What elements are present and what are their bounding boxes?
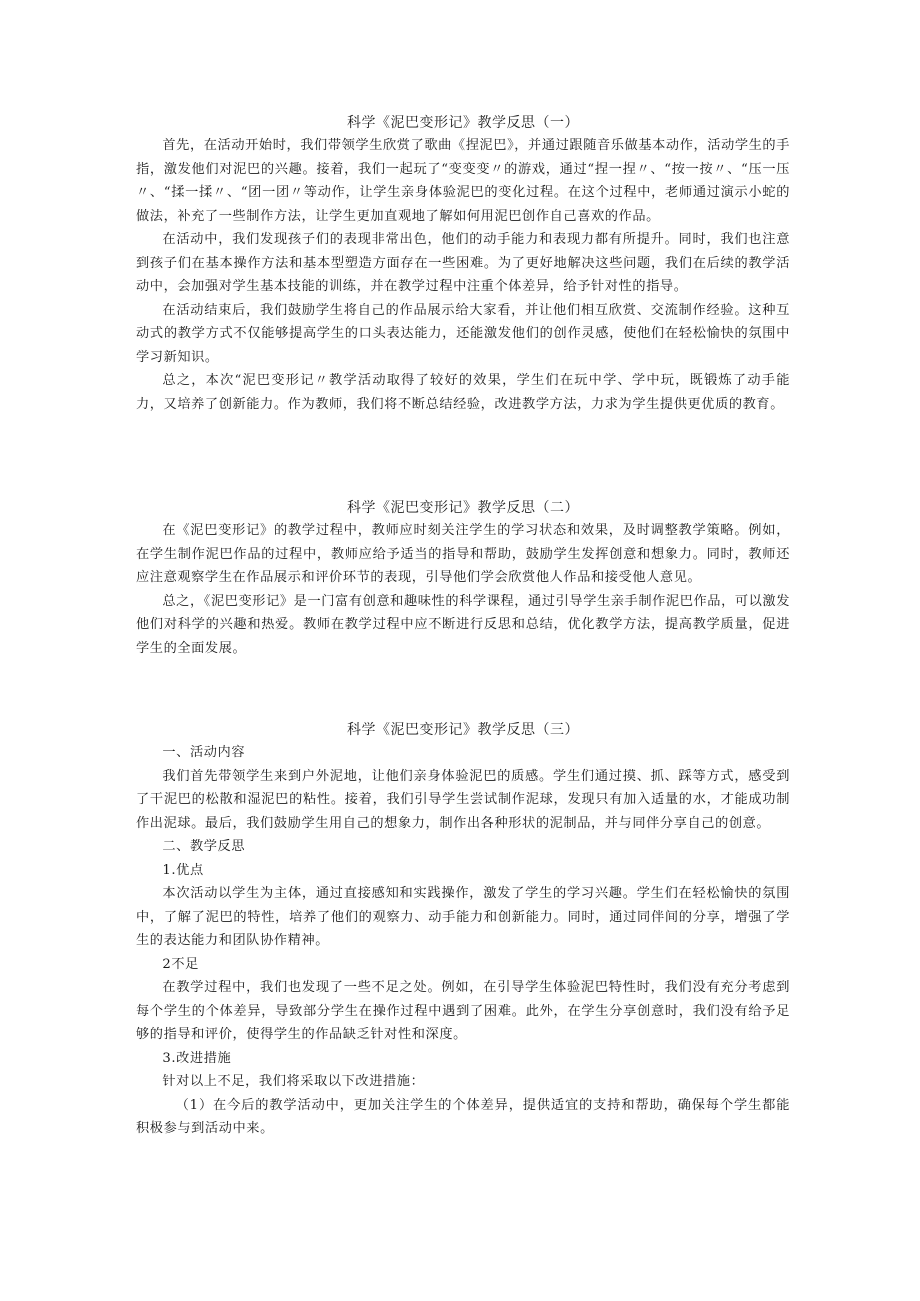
subheading-improvements: 3.改进措施 (162, 1050, 232, 1066)
reflection-section-1 (136, 112, 790, 416)
paragraph: 我们首先带领学生来到户外泥地，让他们亲身体验泥巴的质感。学生们通过摸、抓、踩等方式，感受到了干泥巴的松散和湿泥巴的粘性。接着，我们引导学生尝试制作泥球，发现只有加入适量的水，才能成功制作出泥球。最后，我们鼓励学生用自己的想象力，制作出各种形状的泥制品，并与同伴分享自己的创意。 (136, 768, 790, 831)
paragraph: 在《泥巴变形记》的教学过程中，教师应时刻关注学生的学习状态和效果，及时调整教学策略。例如，在学生制作泥巴作品的过程中，教师应给予适当的指导和帮助，鼓励学生发挥创意和想象力。同时，教师还应注意观察学生在作品展示和评价环节的表现，引导他们学会欣赏他人作品和接受他人意见。 (136, 523, 790, 585)
paragraph: 在活动结束后，我们鼓励学生将自己的作品展示给大家看，并让他们相互欣赏、交流制作经验。这种互动式的教学方式不仅能够提高学生的口头表达能力，还能激发他们的创作灵感，使他们在轻松愉快的氛围中学习新知识。 (136, 302, 790, 365)
section-title: 科学《泥巴变形记》教学反思（二） (347, 500, 579, 516)
paragraph: 在活动中，我们发现孩子们的表现非常出色，他们的动手能力和表现力都有所提升。同时，我们也注意到孩子们在基本操作方法和基本型塑造方面存在一些困难。为了更好地解决这些问题，我们在后续的教学活动中，会加强对学生基本技能的训练，并在教学过程中注重个体差异，给予针对性的指导。 (136, 232, 790, 294)
section-title: 科学《泥巴变形记》教学反思（一） (347, 115, 579, 131)
improvement-item: （1）在今后的教学活动中，更加关注学生的个体差异，提供适宜的支持和帮助，确保每个学生都能积极参与到活动中来。 (136, 1097, 790, 1136)
paragraph: 本次活动以学生为主体，通过直接感知和实践操作，激发了学生的学习兴趣。学生们在轻松愉快的氛围中，了解了泥巴的特性，培养了他们的观察力、动手能力和创新能力。同时，通过同伴间的分享，增强了学生的表达能力和团队协作精神。 (136, 886, 790, 948)
paragraph: 总之，本次“泥巴变形记〃教学活动取得了较好的效果，学生们在玩中学、学中玩，既锻炼了动手能力，又培养了创新能力。作为教师，我们将不断总结经验，改进教学方法，力求为学生提供更优质的教育。 (136, 373, 790, 412)
paragraph: 首先，在活动开始时，我们带领学生欣赏了歌曲《捏泥巴》，并通过跟随音乐做基本动作，活动学生的手指，激发他们对泥巴的兴趣。接着，我们一起玩了“变变变〃的游戏，通过“捏一捏〃、“按一按〃、“压一压〃、“揉一揉〃、“团一团〃等动作，让学生亲身体验泥巴的变化过程。在这个过程中，老师通过演示小蛇的做法，补充了一些制作方法，让学生更加直观地了解如何用泥巴创作自己喜欢的作品。 (136, 138, 791, 224)
paragraph: 总之，《泥巴变形记》是一门富有创意和趣味性的科学课程，通过引导学生亲手制作泥巴作品，可以激发他们对科学的兴趣和热爱。教师在教学过程中应不断进行反思和总结，优化教学方法，提高教学质量，促进学生的全面发展。 (136, 593, 791, 656)
paragraph: 在教学过程中，我们也发现了一些不足之处。例如，在引导学生体验泥巴特性时，我们没有充分考虑到每个学生的个体差异，导致部分学生在操作过程中遇到了困难。此外，在学生分享创意时，我们没有给予足够的指导和评价，使得学生的作品缺乏针对性和深度。 (136, 980, 790, 1042)
subheading-strengths: 1.优点 (162, 862, 204, 878)
reflection-section-3 (136, 719, 790, 1141)
reflection-section-2 (136, 497, 790, 660)
paragraph: 针对以上不足，我们将采取以下改进措施： (162, 1074, 425, 1089)
heading-activity-content: 一、活动内容 (162, 745, 246, 760)
heading-teaching-reflection: 二、教学反思 (162, 839, 246, 854)
section-title: 科学《泥巴变形记》教学反思（三） (347, 722, 579, 738)
subheading-shortcomings: 2不足 (162, 956, 199, 972)
